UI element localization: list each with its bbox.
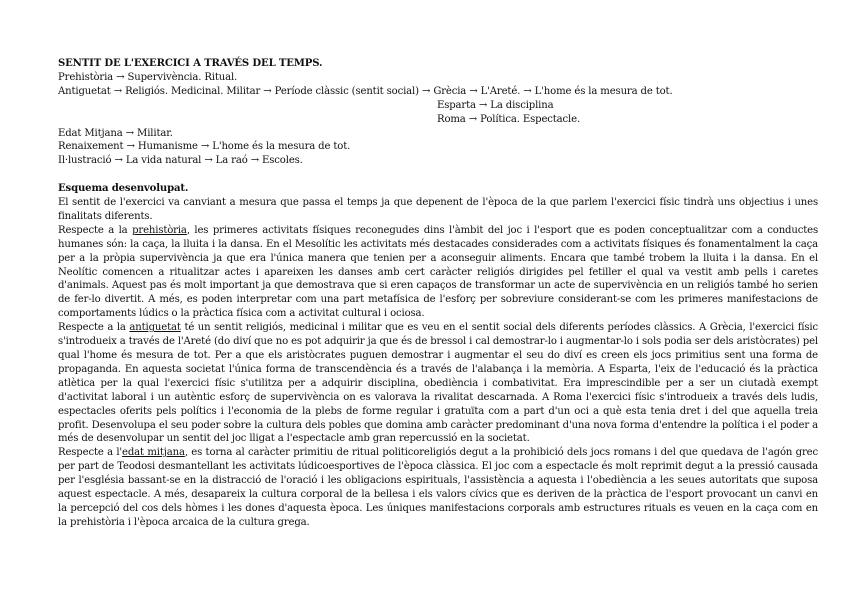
summary-enlightenment: Il·lustració → La vida natural → La raó → Escoles.	[58, 155, 303, 167]
middle-ages-paragraph	[58, 446, 818, 529]
prehistory-lead: Respecte a la	[58, 224, 133, 236]
middle-ages-body: , es torna al caràcter primitiu de ritual politicoreligiós degut a la prohibició dels jocs romans i del que quedava de l'agón grec per part de Teodosi desmantellant les activitats lúdicoesportives de l'època clàssica. El joc com a espectacle és molt reprimit degut a la pressió causada per l'església bassant-se en la distracció de l'oració i les obligacions espirituals, l'assistència a aquesta i l'obediència a les seues autoritats que suposa aquest espectacle. A més, desapareix la cultura corporal de la bellesa i els valors cívics que es deriven de la pràctica de l'esport provocant un canvi en la percepció del cos dels hòmes i les dones d'aquesta època. Les úniques manifestacions corporals amb estructures rituals es veuen en la caça com en la prehistòria i l'època arcaica de la cultura grega.	[58, 447, 818, 528]
antiquity-paragraph	[58, 321, 818, 446]
middle-ages-lead: Respecte a l'	[58, 447, 123, 459]
scheme-heading: Esquema desenvolupat.	[58, 183, 189, 195]
antiquity-lead: Respecte a la	[58, 322, 130, 334]
summary-rome: Roma → Política. Espectacle.	[437, 113, 581, 125]
summary-sparta: Esparta → La disciplina	[437, 99, 554, 111]
summary-prehistory: Prehistòria → Supervivència. Ritual.	[58, 71, 238, 83]
middle-ages-term: edat mitjana	[122, 447, 185, 459]
summary-middle-ages: Edat Mitjana → Militar.	[58, 127, 173, 139]
prehistory-body: , les primeres activitats físiques reconegudes dins l'àmbit del joc i l'esport que es poden conceptualitzar com a conductes humanes són: la caça, la lluita i la dansa. En el Mesolític les activitats més destacades considerades com a activitats físiques és fonamentalment la caça per a la pròpia supervivència ja que era l'única manera que tenien per a aconseguir aliments. Encara que també trobem la lluita i la dansa. En el Neolític comencen a ritualitzar actes i apareixen les danses amb cert caràcter religiós dirigides pel fetiller el qual va vestit amb pells i caretes d'animals. Aquest pas és molt important ja que demostrava que si eren capaços de transformar un acte de supervivència en un religiós també ho serien de fer-lo divertit. A més, es poden interpretar com una part metafísica de l'esforç per sobreviure considerant-se com les primeres manifestacions de comportaments lúdics o la pràctica física com a activitat cultural i ociosa.	[58, 224, 818, 320]
spacer	[58, 168, 818, 182]
prehistory-paragraph	[58, 224, 818, 321]
antiquity-body: té un sentit religiós, medicinal i militar que es veu en el sentit social dels diferents períodes clàssics. A Grècia, l'exercici físic s'introdueix a través de l'Areté (do diví que no es pot adquirir ja que és de bressol i cal demostrar-lo i augmentar-lo i sols podia ser dels aristòcrates) pel qual l'home és mesura de tot. Per a que els aristòcrates puguen demostrar i augmentar el seu do diví es creen els jocs primitius sent una forma de propaganda. En aquesta societat l'única forma de transcendència és a través de l'alabança i la memòria. A Esparta, l'eix de l'educació és la pràctica atlètica per la qual l'exercici físic s'utilitza per a adquirir disciplina, obediència i combativitat. Era imprescindible per a ser un ciutadà exempt d'activitat laboral i un autèntic esforç de supervivència on es valorava la rivalitat descarnada. A Roma l'exercici físic s'introdueix a través dels ludis, espectacles oferits pels polítics i l'economia de la plebs de forme regular i gratuïta com a part d'un oci a què esta tenia dret i del que aquella treia profit. Desenvolupa el seu poder sobre la cultura dels pobles que domina amb caràcter predominant d'una nova forma d'entendre la política i el poder a més de desenvolupar un sentit del joc lligat a l'espectacle amb gran repercussió en la societat.	[58, 322, 818, 445]
summary-renaissance: Renaixement → Humanisme → L'home és la mesura de tot.	[58, 141, 351, 153]
intro-paragraph: El sentit de l'exercici va canviant a mesura que passa el temps ja que depenent de l'època de la que parlem l'exercici físic tindrà uns objectius i unes finalitats diferents.	[58, 197, 818, 222]
prehistory-term: prehistòria	[132, 224, 187, 236]
document-title: SENTIT DE L'EXERCICI A TRAVÉS DEL TEMPS.	[58, 58, 323, 69]
antiquity-term: antiguetat	[129, 322, 181, 334]
summary-antiquity: Antiguetat → Religiós. Medicinal. Militar → Període clàssic (sentit social) → Grècia → L'Areté. → L'home és la mesura de tot.	[58, 85, 673, 97]
